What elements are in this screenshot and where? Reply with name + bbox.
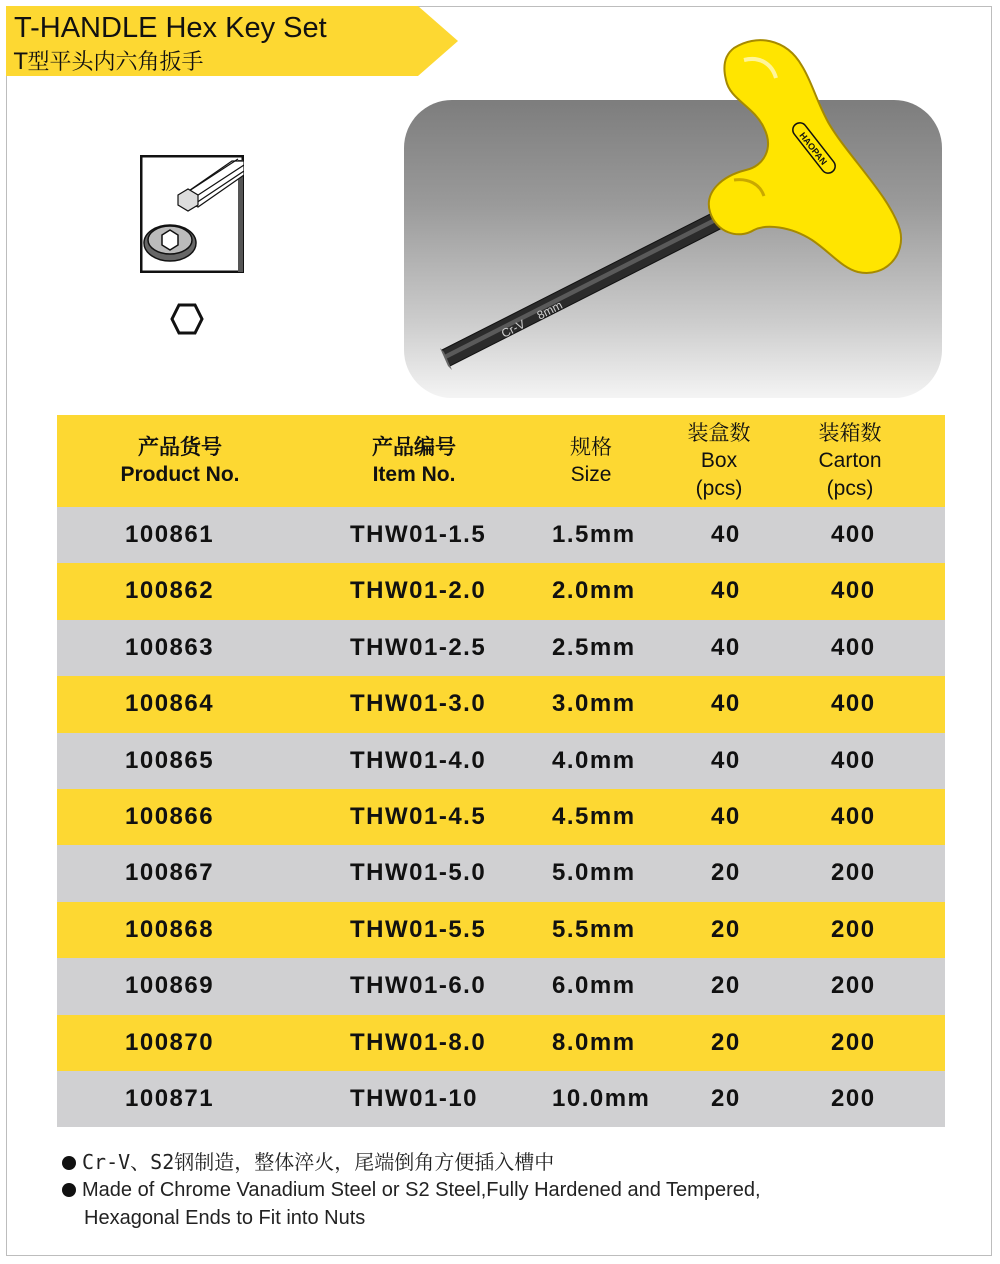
table-row [57,676,945,732]
table-row [57,958,945,1014]
cell-item-no: THW01-1.5 [350,521,487,548]
cell-size: 5.5mm [552,915,636,943]
bullet-icon [62,1156,76,1170]
table-row [57,1015,945,1071]
cell-box: 20 [711,859,741,887]
cell-size: 4.0mm [552,746,636,774]
table-row [57,507,945,563]
t-handle-wrench-image [404,20,964,400]
cell-item-no: THW01-2.0 [350,577,487,605]
cell-box: 40 [711,633,741,661]
hex-socket-diagram-icon [140,155,244,273]
cell-size: 2.5mm [552,633,636,661]
cell-carton: 400 [831,746,876,774]
cell-item-no: THW01-8.0 [350,1028,487,1056]
cell-item-no: THW01-3.0 [350,690,487,718]
note-english-continued: Hexagonal Ends to Fit into Nuts [84,1207,366,1229]
column-header-product-no: 产品货号 Product No. [120,435,240,486]
cell-carton: 400 [831,633,876,661]
cell-product-no: 100861 [125,521,215,548]
cell-product-no: 100866 [125,802,215,830]
cell-carton: 400 [831,802,876,830]
cell-box: 40 [711,802,741,830]
cell-box: 40 [711,746,741,774]
cell-carton: 200 [831,859,876,887]
cell-item-no: THW01-5.0 [350,859,487,887]
product-notes [62,1148,962,1232]
table-row [57,620,945,676]
note-chinese: Cr-V、S2钢制造，整体淬火，尾端倒角方便插入槽中 [62,1148,962,1176]
cell-item-no: THW01-4.5 [350,802,487,830]
cell-product-no: 100867 [125,859,215,887]
cell-item-no: THW01-4.0 [350,746,487,774]
cell-carton: 400 [831,690,876,718]
column-header-size: 规格 Size [570,435,612,486]
cell-carton: 200 [831,915,876,943]
cell-product-no: 100868 [125,915,215,943]
cell-carton: 200 [831,1028,876,1056]
page-subtitle: T型平头内六角扳手 [14,50,204,75]
cell-product-no: 100870 [125,1028,215,1056]
cell-carton: 200 [831,972,876,1000]
cell-size: 4.5mm [552,802,636,830]
column-header-item-no: 产品编号 Item No. [372,435,456,486]
cell-box: 20 [711,915,741,943]
cell-item-no: THW01-10 [350,1084,479,1112]
table-row [57,902,945,958]
cell-box: 40 [711,690,741,718]
column-header-carton: 装箱数 Carton (pcs) [818,421,882,500]
table-row [57,1071,945,1127]
cell-carton: 400 [831,521,876,548]
cell-box: 20 [711,1084,741,1112]
spec-table [57,415,945,1127]
table-row [57,789,945,845]
cell-product-no: 100865 [125,746,215,774]
cell-product-no: 100864 [125,690,215,718]
cell-size: 6.0mm [552,972,636,1000]
table-header [57,415,945,507]
cell-product-no: 100871 [125,1084,215,1112]
cell-size: 2.0mm [552,577,636,605]
cell-carton: 400 [831,577,876,605]
page-title: T-HANDLE Hex Key Set [14,12,327,44]
shaft-marking-material: Cr-V [499,316,528,341]
table-row [57,733,945,789]
cell-item-no: THW01-5.5 [350,915,487,943]
cell-item-no: THW01-6.0 [350,972,487,1000]
cell-item-no: THW01-2.5 [350,633,487,661]
cell-box: 40 [711,521,741,548]
table-row [57,563,945,619]
cell-size: 5.0mm [552,859,636,887]
note-english: Made of Chrome Vanadium Steel or S2 Steel,Fully Hardened and Tempered, [62,1176,962,1204]
column-header-box: 装盒数 Box (pcs) [687,421,751,500]
cell-product-no: 100869 [125,972,215,1000]
cell-size: 10.0mm [552,1084,651,1112]
shaft-marking-size: 8mm [534,297,565,323]
brand-label: HAOPAN [797,130,829,167]
cell-box: 40 [711,577,741,605]
cell-product-no: 100862 [125,577,215,605]
cell-box: 20 [711,1028,741,1056]
cell-box: 20 [711,972,741,1000]
cell-size: 8.0mm [552,1028,636,1056]
cell-carton: 200 [831,1084,876,1112]
cell-product-no: 100863 [125,633,215,661]
bullet-icon [62,1183,76,1197]
table-row [57,845,945,901]
hexagon-icon [170,302,204,336]
cell-size: 1.5mm [552,521,636,548]
cell-size: 3.0mm [552,690,636,718]
